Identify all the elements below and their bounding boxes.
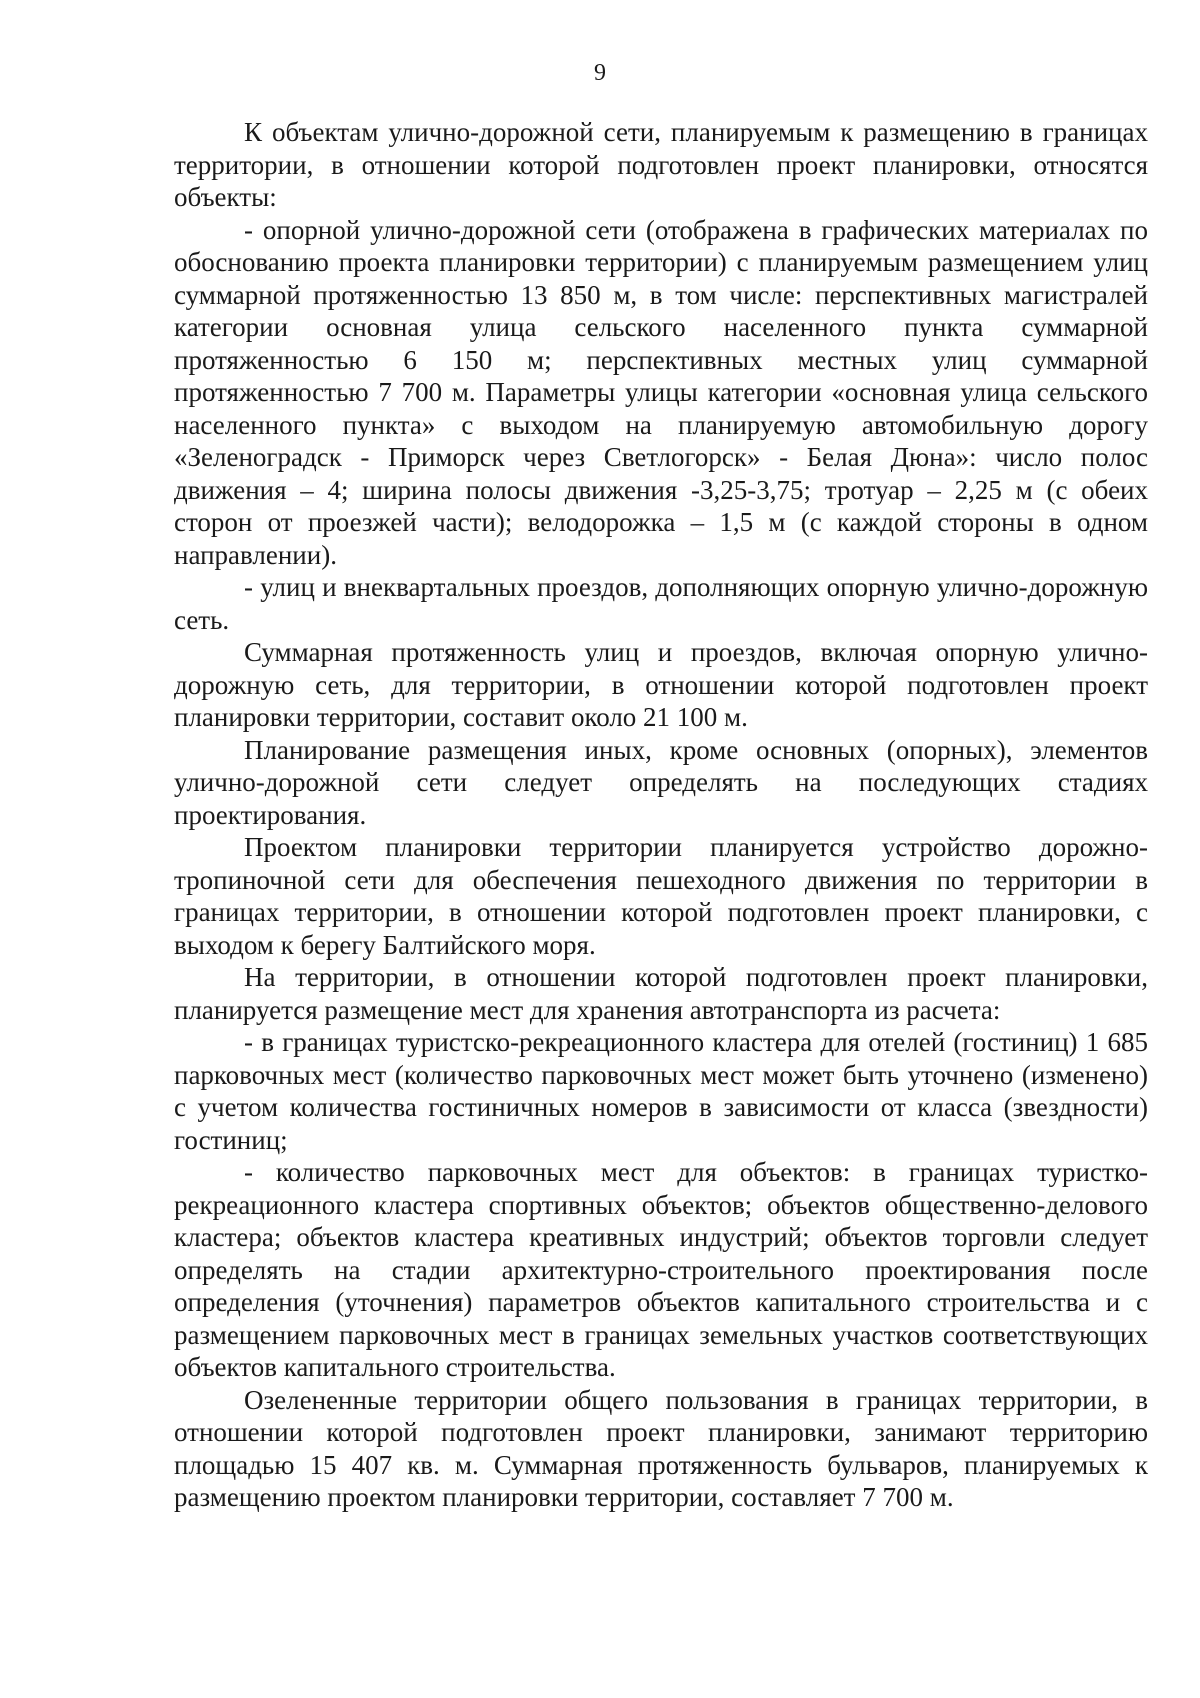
paragraph-green-areas: Озелененные территории общего пользования в границах территории, в отношении которой подготовлен проект планировки, занимают территорию площадью 15 407 кв. м. Суммарная протяженность бульваров, планируемых к размещению проектом планировки территории, составляет 7 700 м. <box>174 1384 1148 1512</box>
document-body <box>174 116 1148 1514</box>
paragraph-footpath-network: Проектом планировки территории планируется устройство дорожно-тропиночной сети для обеспечения пешеходного движения по территории в границах территории, в отношении которой подготовлен проект планировки, с выходом к берегу Балтийского моря. <box>174 832 1148 960</box>
paragraph-streets-and-passages: - улиц и внеквартальных проездов, дополняющих опорную улично-дорожную сеть. <box>174 572 1148 635</box>
page-number: 9 <box>594 60 606 86</box>
paragraph-other-parking: - количество парковочных мест для объектов: в границах туристко-рекреационного кластера спортивных объектов; объектов общественно-делового кластера; объектов кластера креативных индустрий; объектов торговли следует определять на стадии архитектурно-строительного проектирования после определения (уточнения) параметров объектов капитального строительства и с размещением парковочных мест в границах земельных участков соответствующих объектов капитального строительства. <box>174 1157 1148 1382</box>
paragraph-other-elements: Планирование размещения иных, кроме основных (опорных), элементов улично-дорожной сети следует определять на последующих стадиях проектирования. <box>174 734 1148 830</box>
paragraph-total-length: Суммарная протяженность улиц и проездов, включая опорную улично-дорожную сеть, для территории, в отношении которой подготовлен проект планировки территории, составит около 21 100 м. <box>174 637 1148 732</box>
paragraph-street-network-objects: К объектам улично-дорожной сети, планируемым к размещению в границах территории, в отношении которой подготовлен проект планировки, относятся объекты: <box>174 117 1148 212</box>
paragraph-hotel-parking: - в границах туристско-рекреационного кластера для отелей (гостиниц) 1 685 парковочных мест (количество парковочных мест может быть уточнено (изменено) с учетом количества гостиничных номеров в зависимости от класса (звездности) гостиниц; <box>174 1027 1148 1155</box>
paragraph-parking-intro: На территории, в отношении которой подготовлен проект планировки, планируется размещение мест для хранения автотранспорта из расчета: <box>174 962 1148 1025</box>
paragraph-main-street-network: - опорной улично-дорожной сети (отображена в графических материалах по обоснованию проекта планировки территории) с планируемым размещением улиц суммарной протяженностью 13 850 м, в том числе: перспективных магистралей категории основная улица сельского населенного пункта суммарной протяженностью 6 150 м; перспективных местных улиц суммарной протяженностью 7 700 м. Параметры улицы категории «основная улица сельского населенного пункта» с выходом на планируемую автомобильную дорогу «Зеленоградск - Приморск через Светлогорск» - Белая Дюна»: число полос движения – 4; ширина полосы движения -3,25-3,75; тротуар – 2,25 м (с обеих сторон от проезжей части); велодорожка – 1,5 м (с каждой стороны в одном направлении). <box>174 214 1148 570</box>
